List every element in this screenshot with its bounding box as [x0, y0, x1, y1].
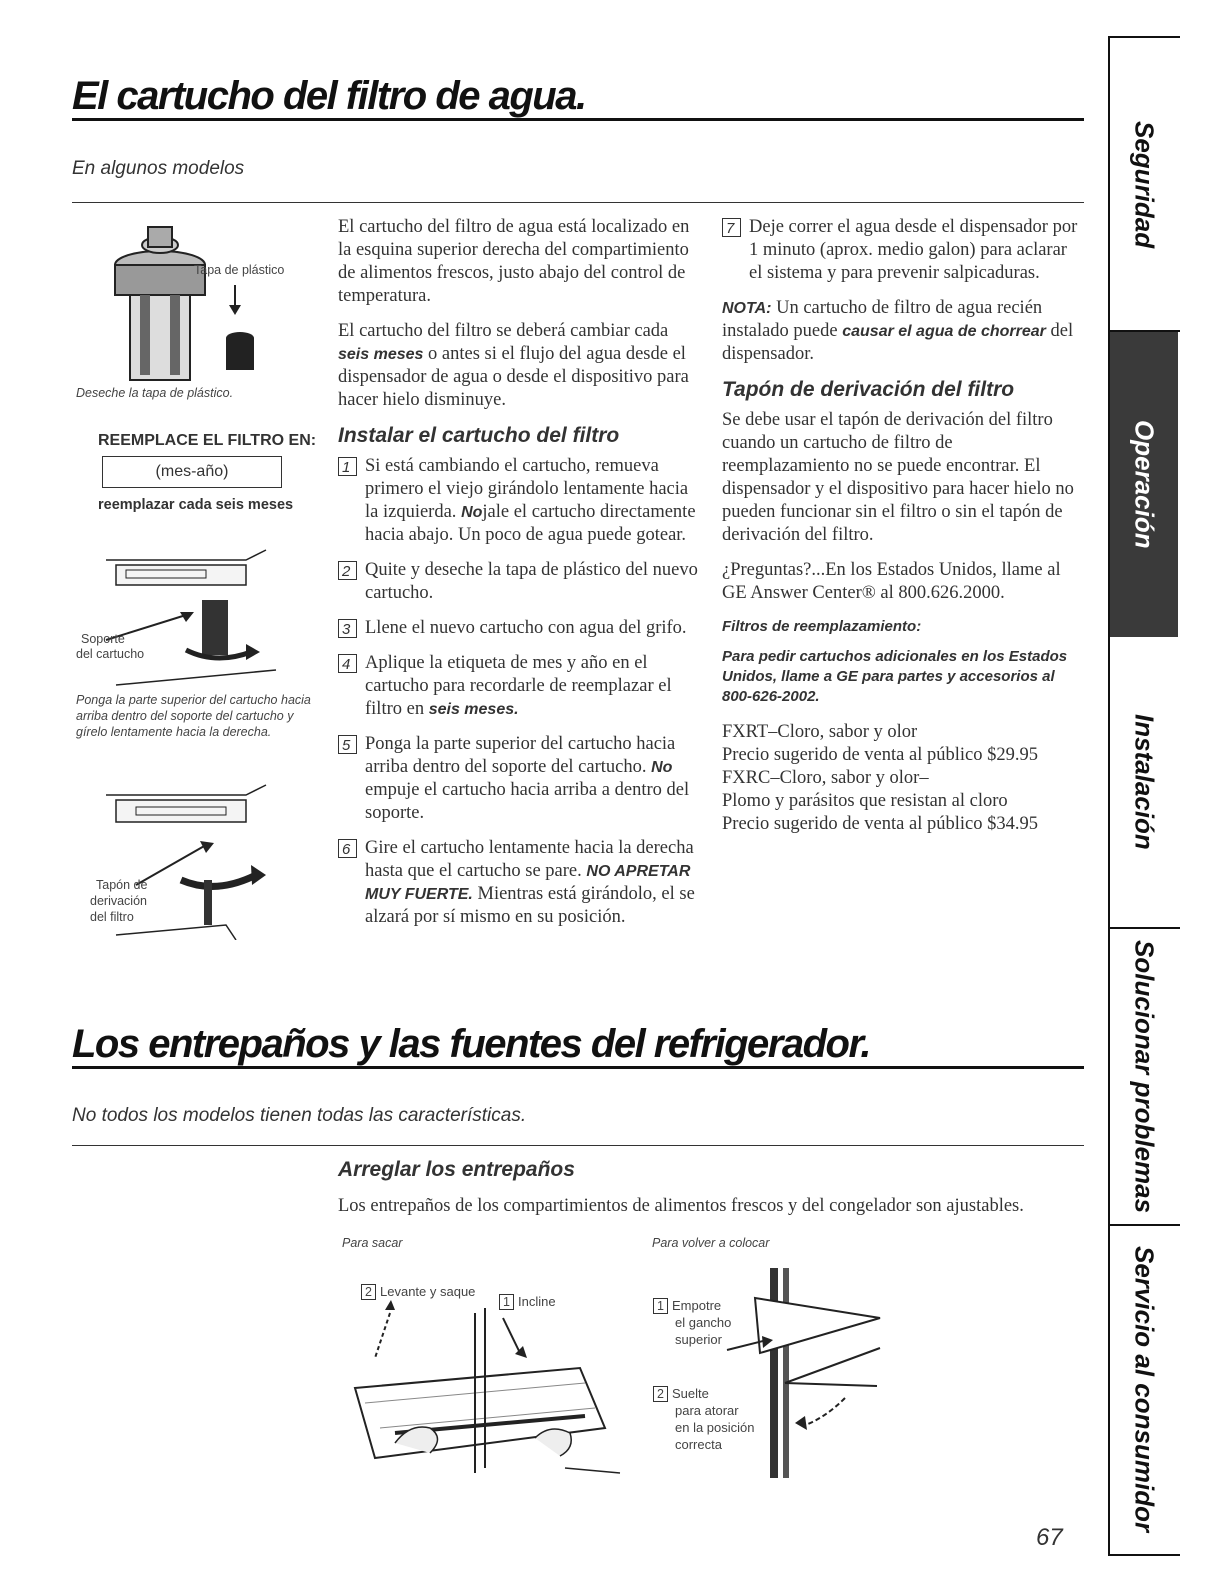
release-label-line2: para atorar [675, 1403, 739, 1418]
release-label-line1: 2 Suelte [653, 1386, 709, 1402]
shelf-replace-illustration [645, 1258, 905, 1483]
bypass-info-column [722, 216, 1084, 836]
bypass-label-line2: derivación [90, 894, 147, 908]
hook-label-line1: 1 Empotre [653, 1298, 721, 1314]
tab-solucionar-problemas[interactable]: Solucionar problemas [1129, 939, 1160, 1214]
hook-label-line2: el gancho [675, 1315, 732, 1330]
filter-model-line-5: Precio sugerido de venta al público $34.95 [722, 814, 1038, 834]
shelves-heading: Arreglar los entrepaños [338, 1158, 575, 1181]
bypass-paragraph: Se debe usar el tapón de derivación del filtro cuando un cartucho de filtro de reemplazamiento no se puede encontrar. El dispensador y el dispositivo para hacer hielo no pueden funcionar sin el filtro o sin el tapón de derivación del filtro. [722, 410, 1074, 545]
install-step-2: 2 Quite y deseche la tapa de plástico del nuevo cartucho. [338, 559, 700, 605]
discard-cap-caption: Deseche la tapa de plástico. [76, 386, 234, 400]
bypass-plug-illustration [76, 775, 306, 940]
install-step-5: 5 Ponga la parte superior del cartucho hacia arriba dentro del soporte del cartucho. No empuje el cartucho hacia arriba a dentro del soporte. [338, 733, 700, 825]
subtitle-rule-2 [72, 1145, 1084, 1146]
filter-cartridge-illustration [90, 215, 290, 385]
holder-caption: Ponga la parte superior del cartucho hacia arriba dentro del soporte del cartucho y gírelo lentamente hacia la derecha. [76, 693, 311, 739]
shelf-removal-illustration [335, 1258, 625, 1483]
plastic-cap-label: Tapa de plástico [194, 263, 285, 277]
subtitle-rule [72, 202, 1084, 203]
filter-change-paragraph: El cartucho del filtro se deberá cambiar cada seis meses o antes si el flujo del agua desde el dispensador de agua o desde el dispositivo para hacer hielo disminuye. [338, 321, 689, 410]
tab-instalacion[interactable]: Instalación [1129, 714, 1160, 850]
order-info: Para pedir cartuchos adicionales en los Estados Unidos, llame a GE para partes y accesorios al 800-626-2002. [722, 648, 1068, 705]
replace-label-heading: REEMPLACE EL FILTRO EN: [98, 432, 317, 449]
filter-model-line-2: Precio sugerido de venta al público $29.95 [722, 745, 1038, 765]
install-step-7: 7 Deje correr el agua desde el dispensador por 1 minuto (aprox. medio galon) para aclarar el sistema y para prevenir salpicaduras. [722, 216, 1084, 285]
lift-label: 2 Levante y saque [361, 1284, 475, 1300]
replace-label-footer: reemplazar cada seis meses [98, 497, 294, 513]
tilt-label: 1 Incline [499, 1294, 556, 1310]
install-step-1: 1 Si está cambiando el cartucho, remueva primero el viejo girándolo lentamente hacia la izquierda. Nojale el cartucho directamente hacia abajo. Un poco de agua puede gotear. [338, 455, 700, 547]
install-step-4: 4 Aplique la etiqueta de mes y año en el cartucho para recordarle de reemplazar el filtro en seis meses. [338, 652, 700, 721]
filter-location-paragraph: El cartucho del filtro de agua está localizado en la esquina superior derecha del compartimiento de alimentos frescos, justo abajo del control de temperatura. [338, 217, 690, 306]
title-rule [72, 118, 1084, 121]
holder-label-line1: Soporte [81, 632, 125, 646]
month-year-box: (mes-año) [102, 456, 282, 488]
install-heading: Instalar el cartucho del filtro [338, 424, 620, 447]
replace-caption: Para volver a colocar [652, 1236, 770, 1250]
bypass-heading: Tapón de derivación del filtro [722, 378, 1015, 401]
install-step-6: 6 Gire el cartucho lentamente hacia la derecha hasta que el cartucho se pare. NO APRETAR MUY FUERTE. Mientras está girándolo, el se alzará por sí mismo en su posición. [338, 837, 700, 929]
questions-paragraph: ¿Preguntas?...En los Estados Unidos, llame al GE Answer Center® al 800.626.2000. [722, 560, 1061, 603]
holder-label-line2: del cartucho [76, 647, 145, 661]
release-label-line4: correcta [675, 1437, 722, 1452]
nota-paragraph: NOTA: Un cartucho de filtro de agua recién instalado puede causar el agua de chorrear del dispensador. [722, 298, 1074, 364]
remove-caption: Para sacar [342, 1236, 403, 1250]
hook-label-line3: superior [675, 1332, 722, 1347]
filter-model-line-1: FXRT–Cloro, sabor y olor [722, 722, 918, 742]
replacement-filters-label: Filtros de reemplazamiento: [722, 618, 922, 635]
cartridge-holder-illustration [76, 540, 306, 690]
section-title-shelves: Los entrepaños y las fuentes del refrigerador. [72, 1022, 870, 1066]
filter-model-line-4: Plomo y parásitos que resistan al cloro [722, 791, 1008, 811]
tab-servicio-al-consumidor[interactable]: Servicio al consumidor [1129, 1245, 1160, 1533]
section-subtitle-2: No todos los modelos tienen todas las características. [72, 1105, 527, 1126]
install-step-3: 3 Llene el nuevo cartucho con agua del grifo. [338, 617, 700, 640]
shelves-paragraph: Los entrepaños de los compartimientos de alimentos frescos y del congelador son ajustables. [338, 1196, 1024, 1216]
page-number: 67 [1036, 1524, 1063, 1551]
release-label-line3: en la posición [675, 1420, 755, 1435]
title-rule-2 [72, 1066, 1084, 1069]
bypass-label-line1: Tapón de [96, 878, 148, 892]
filter-instructions-column [338, 216, 700, 941]
section-subtitle: En algunos modelos [72, 158, 245, 179]
section-title-filter: El cartucho del filtro de agua. [72, 74, 586, 118]
bypass-label-line3: del filtro [90, 910, 134, 924]
tab-seguridad[interactable]: Seguridad [1129, 121, 1160, 249]
tab-operacion[interactable]: Operación [1110, 332, 1178, 637]
filter-model-line-3: FXRC–Cloro, sabor y olor– [722, 768, 929, 788]
